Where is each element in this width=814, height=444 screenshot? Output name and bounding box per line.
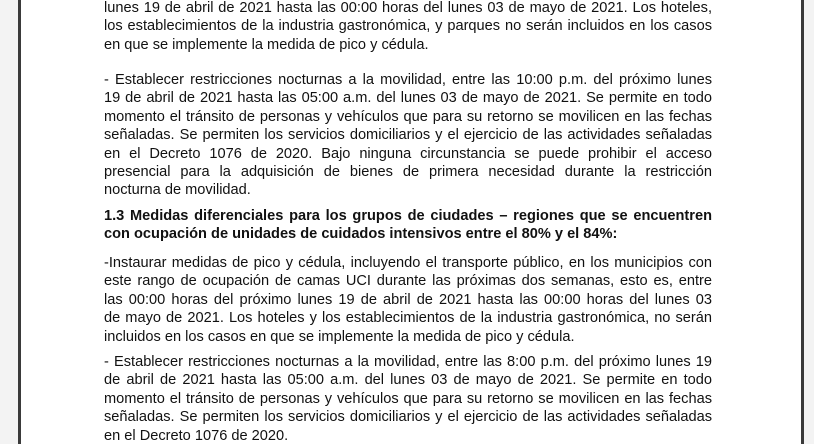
- heading-line: con ocupación de unidades de cuidados intensivos entre el 80% y el 84%:: [104, 226, 618, 243]
- text-line: señaladas. Se permiten los servicios domiciliarios y el ejercicio de las actividades señaladas: [104, 127, 712, 144]
- text-line: lunes 19 de abril de 2021 hasta las 00:00 horas del lunes 03 de mayo de 2021. Los hoteles,: [104, 0, 712, 16]
- paragraph-night-restrictions-8pm: [104, 353, 712, 444]
- right-window-frame: [801, 0, 814, 444]
- text-line: -Instaurar medidas de pico y cédula, incluyendo el transporte público, en los municipios con: [104, 255, 712, 271]
- text-line: de abril de 2021 hasta las 05:00 a.m. del lunes 03 de mayo de 2021. Se permite en todo: [104, 372, 712, 389]
- text-line: los establecimientos de la industria gastronómica, y parques no serán incluidos en los casos: [104, 18, 712, 35]
- text-line: - Establecer restricciones nocturnas a la movilidad, entre las 10:00 p.m. del próximo lunes: [104, 72, 712, 88]
- text-line: momento el tránsito de personas y vehículos que para su retorno se movilicen en las fechas: [104, 390, 712, 407]
- heading-line: 1.3 Medidas diferenciales para los grupos de ciudades – regiones que se encuentren: [104, 208, 712, 224]
- text-line: este rango de ocupación de camas UCI durante las próximas dos semanas, esto es, entre: [104, 273, 712, 290]
- paragraph-night-restrictions-10pm: [104, 71, 712, 200]
- paragraph-pico-y-cedula: [104, 254, 712, 346]
- text-line: 19 de abril de 2021 hasta las 05:00 a.m. del lunes 03 de mayo de 2021. Se permite en todo: [104, 90, 712, 107]
- section-heading-1-3: [104, 207, 712, 244]
- text-line: de mayo de 2021. Los hoteles y los establecimientos de la industria gastronómica, no serán: [104, 310, 712, 327]
- text-line: señaladas. Se permiten los servicios domiciliarios y el ejercicio de las actividades señaladas: [104, 409, 712, 426]
- text-line: momento el tránsito de personas y vehículos que para su retorno se movilicen en las fechas: [104, 108, 712, 125]
- text-line: las 00:00 horas del próximo lunes 19 de abril de 2021 hasta las 00:00 horas del lunes 03: [104, 291, 712, 308]
- text-line: en que se implemente la medida de pico y cédula.: [104, 36, 429, 53]
- text-line: incluidos en los casos en que se implemente la medida de pico y cédula.: [104, 328, 575, 345]
- text-line: en el Decreto 1076 de 2020. Bajo ninguna circunstancia se puede prohibir el acceso: [104, 145, 712, 162]
- left-window-frame: [0, 0, 21, 444]
- text-line: nocturna de movilidad.: [104, 182, 251, 199]
- text-line: en el Decreto 1076 de 2020.: [104, 427, 289, 444]
- text-line: presencial para la adquisición de bienes de primera necesidad durante la restricción: [104, 163, 712, 180]
- text-line: - Establecer restricciones nocturnas a la movilidad, entre las 8:00 p.m. del próximo lunes 19: [104, 354, 712, 370]
- paragraph-hotels-exclusion: [104, 0, 712, 54]
